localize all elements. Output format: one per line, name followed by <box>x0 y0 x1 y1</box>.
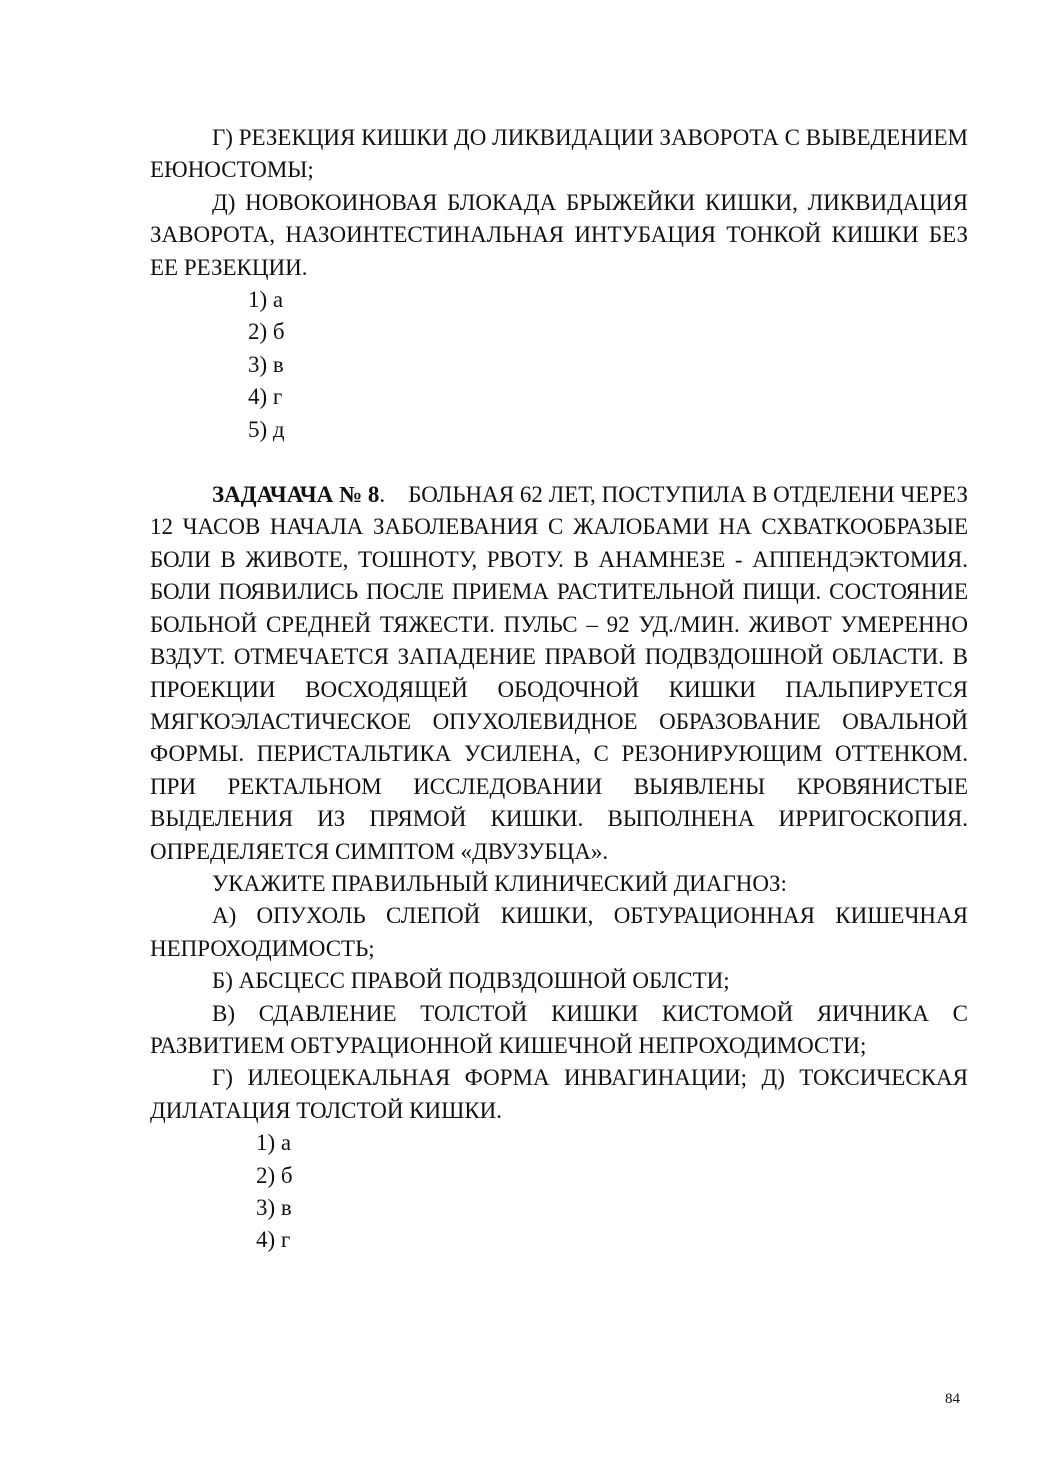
task-question: УКАЖИТЕ ПРАВИЛЬНЫЙ КЛИНИЧЕСКИЙ ДИАГНОЗ: <box>212 870 787 896</box>
prev-options-list <box>150 284 968 446</box>
option-item: 2) б <box>248 319 285 345</box>
option-item: 1) а <box>256 1130 292 1156</box>
page-content <box>150 122 968 1257</box>
option-item: 4) г <box>256 1227 291 1253</box>
option-item: 4) г <box>248 384 283 410</box>
task-paragraph <box>150 479 968 868</box>
task-title: ЗАДАЧАЧА № 8 <box>212 482 380 508</box>
option-item: 1) а <box>248 287 284 313</box>
task-title-suffix: . <box>379 482 409 508</box>
answer-paragraph: Д) НОВОКОИНОВАЯ БЛОКАДА БРЫЖЕЙКИ КИШКИ, ЛИКВИДАЦИЯ ЗАВОРОТА, НАЗОИНТЕСТИНАЛЬНАЯ ИНТУБАЦИЯ ТОНКОЙ КИШКИ БЕЗ ЕЕ РЕЗЕКЦИИ. <box>150 189 968 280</box>
page-number: 84 <box>945 1391 960 1407</box>
answer-paragraph: Б) АБСЦЕСС ПРАВОЙ ПОДВЗДОШНОЙ ОБЛСТИ; <box>212 968 730 994</box>
option-item: 3) в <box>256 1195 292 1220</box>
answer-paragraph: В) СДАВЛЕНИЕ ТОЛСТОЙ КИШКИ КИСТОМОЙ ЯИЧНИКА С РАЗВИТИЕМ ОБТУРАЦИОННОЙ КИШЕЧНОЙ НЕПРОХОДИМОСТИ; <box>150 1000 968 1058</box>
task-body: БОЛЬНАЯ 62 ЛЕТ, ПОСТУПИЛА В ОТДЕЛЕНИ ЧЕРЕЗ 12 ЧАСОВ НАЧАЛА ЗАБОЛЕВАНИЯ С ЖАЛОБАМИ НА СХВАТКООБРАЗЫЕ БОЛИ В ЖИВОТЕ, ТОШНОТУ, РВОТУ. В АНАМНЕЗЕ - АППЕНДЭКТОМИЯ. БОЛИ ПОЯВИЛИСЬ ПОСЛЕ ПРИЕМА РАСТИТЕЛЬНОЙ ПИЩИ. СОСТОЯНИЕ БОЛЬНОЙ СРЕДНЕЙ ТЯЖЕСТИ. ПУЛЬС – 92 УД./МИН. ЖИВОТ УМЕРЕННО ВЗДУТ. ОТМЕЧАЕТСЯ ЗАПАДЕНИЕ ПРАВОЙ ПОДВЗДОШНОЙ ОБЛАСТИ. В ПРОЕКЦИИ ВОСХОДЯЩЕЙ ОБОДОЧНОЙ КИШКИ ПАЛЬПИРУЕТСЯ МЯГКОЭЛАСТИЧЕСКОЕ ОПУХОЛЕВИДНОЕ ОБРАЗОВАНИЕ ОВАЛЬНОЙ ФОРМЫ. ПЕРИСТАЛЬТИКА УСИЛЕНА, С РЕЗОНИРУЮЩИМ ОТТЕНКОМ. ПРИ РЕКТАЛЬНОМ ИССЛЕДОВАНИИ ВЫЯВЛЕНЫ КРОВЯНИСТЫЕ ВЫДЕЛЕНИЯ ИЗ ПРЯМОЙ КИШКИ. ВЫПОЛНЕНА ИРРИГОСКОПИЯ. ОПРЕДЕЛЯЕТСЯ СИМПТОМ «ДВУЗУБЦА». <box>150 482 969 864</box>
option-item: 5) д <box>248 416 285 442</box>
option-item: 2) б <box>256 1162 293 1188</box>
option-item: 3) в <box>248 351 284 377</box>
spacer <box>150 446 968 479</box>
task-options-list <box>158 1127 968 1257</box>
answer-paragraph: Г) РЕЗЕКЦИЯ КИШКИ ДО ЛИКВИДАЦИИ ЗАВОРОТА С ВЫВЕДЕНИЕМ ЕЮНОСТОМЫ; <box>150 125 968 183</box>
answer-paragraph: Г) ИЛЕОЦЕКАЛЬНАЯ ФОРМА ИНВАГИНАЦИИ; Д) ТОКСИЧЕСКАЯ ДИЛАТАЦИЯ ТОЛСТОЙ КИШКИ. <box>150 1065 968 1123</box>
answer-paragraph: А) ОПУХОЛЬ СЛЕПОЙ КИШКИ, ОБТУРАЦИОННАЯ КИШЕЧНАЯ НЕПРОХОДИМОСТЬ; <box>150 903 968 961</box>
